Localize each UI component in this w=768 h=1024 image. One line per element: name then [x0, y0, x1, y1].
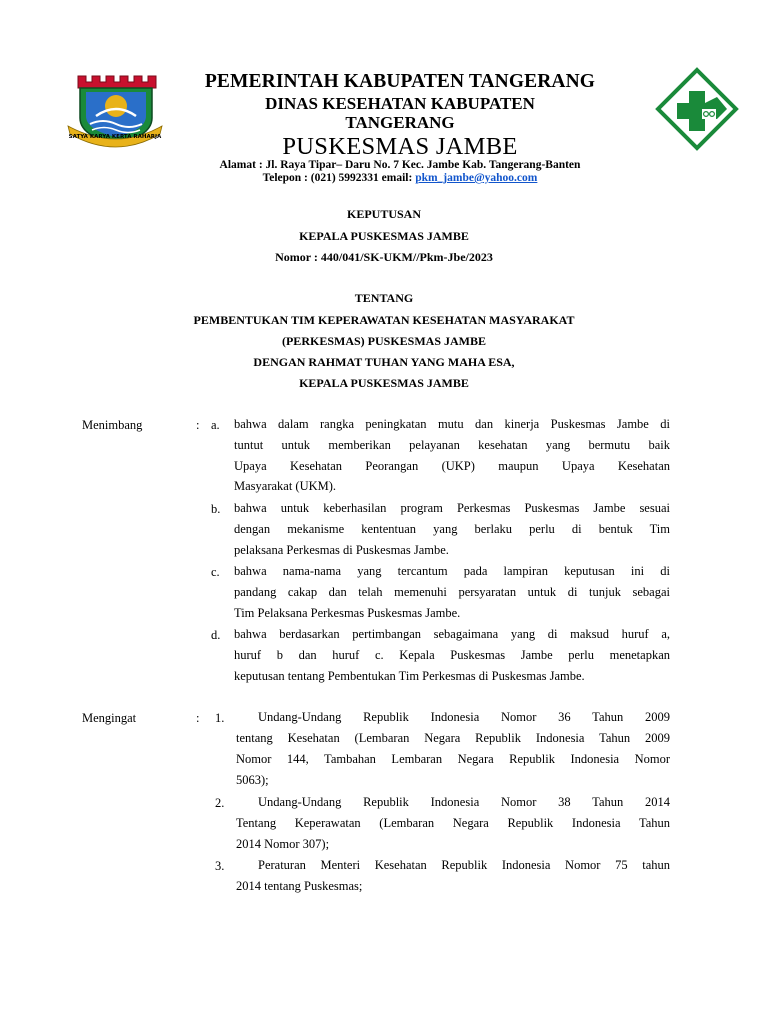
menimbang-item-a: bahwa dalam rangka peningkatan mutu dan kinerja Puskesmas Jambe di tuntut untuk memberikan pelayanan kesehatan yang bermutu baik Upaya Kesehatan Peorangan (UKP) maupun Upaya Kesehatan Masyarakat (UKM).: [234, 417, 670, 494]
letterhead-region: TANGERANG: [345, 113, 455, 132]
menimbang-item-b: bahwa untuk keberhasilan program Perkesmas Puskesmas Jambe sesuai dengan mekanisme kententuan yang berlaku perlu di bentuk Tim pelaksana Perkesmas di Puskesmas Jambe.: [234, 501, 670, 557]
menimbang-item-d: bahwa berdasarkan pertimbangan sebagaimana yang di maksud huruf a, huruf b dan huruf c. Kepala Puskesmas Jambe perlu menetapkan keputusan tentang Pembentukan Tim Perkesmas di Puskesmas Jambe.: [234, 627, 670, 683]
svg-text:SATYA KARYA KERTA RAHARJA: SATYA KARYA KERTA RAHARJA: [68, 134, 162, 140]
letterhead-government: PEMERINTAH KABUPATEN TANGERANG: [204, 71, 596, 92]
mengingat-mark-2: 2.: [215, 796, 225, 810]
decree-subject-line1: PEMBENTUKAN TIM KEPERAWATAN KESEHATAN MASYARAKAT: [193, 313, 575, 327]
decree-tentang: TENTANG: [354, 291, 414, 305]
decree-issuer: KEPALA PUSKESMAS JAMBE: [299, 229, 469, 243]
mengingat-item-3: Peraturan Menteri Kesehatan Republik Indonesia Nomor 75 tahun 2014 tentang Puskesmas;: [236, 858, 670, 893]
decree-subject-line2: (PERKESMAS) PUSKESMAS JAMBE: [281, 334, 487, 348]
decree-number: Nomor : 440/041/SK-UKM//Pkm-Jbe/2023: [275, 250, 493, 264]
menimbang-mark-c: c.: [211, 565, 220, 579]
menimbang-mark-b: b.: [211, 502, 221, 516]
mengingat-colon: :: [196, 711, 200, 725]
phone-text: Telepon : (021) 5992331 email:: [262, 172, 416, 184]
letterhead-department: DINAS KESEHATAN KABUPATEN: [265, 94, 535, 113]
decree-title: KEPUTUSAN: [346, 207, 421, 221]
decree-issuer-repeat: KEPALA PUSKESMAS JAMBE: [299, 376, 469, 390]
email-link[interactable]: pkm_jambe@yahoo.com: [415, 172, 538, 184]
mengingat-item-1: Undang-Undang Republik Indonesia Nomor 36 Tahun 2009 tentang Kesehatan (Lembaran Negara Republik Indonesia Tahun 2009 Nomor 144, Tambahan Lembaran Negara Republik Indonesia Nomor 5063);: [236, 710, 670, 787]
decree-blessing: DENGAN RAHMAT TUHAN YANG MAHA ESA,: [253, 355, 515, 369]
mengingat-mark-3: 3.: [215, 859, 225, 873]
letterhead-puskesmas: PUSKESMAS JAMBE: [282, 133, 518, 160]
puskesmas-cross-icon: [655, 67, 739, 151]
menimbang-item-c: bahwa nama-nama yang tercantum pada lampiran keputusan ini di pandang cakap dan telah memenuhi persyaratan untuk di tunjuk sebagai Tim Pelaksana Perkesmas Puskesmas Jambe.: [234, 564, 670, 620]
mengingat-item-2: Undang-Undang Republik Indonesia Nomor 38 Tahun 2014 Tentang Keperawatan (Lembaran Negara Republik Indonesia Tahun 2014 Nomor 307);: [236, 795, 670, 851]
letterhead-address: Alamat : Jl. Raya Tipar– Daru No. 7 Kec. Jambe Kab. Tangerang-Banten: [219, 159, 581, 171]
letterhead-contact: [100, 172, 700, 184]
menimbang-label: Menimbang: [82, 418, 143, 432]
menimbang-mark-a: a.: [211, 418, 220, 432]
mengingat-label: Mengingat: [82, 711, 137, 725]
menimbang-colon: :: [196, 418, 200, 432]
menimbang-mark-d: d.: [211, 628, 221, 642]
mengingat-mark-1: 1.: [215, 711, 225, 725]
